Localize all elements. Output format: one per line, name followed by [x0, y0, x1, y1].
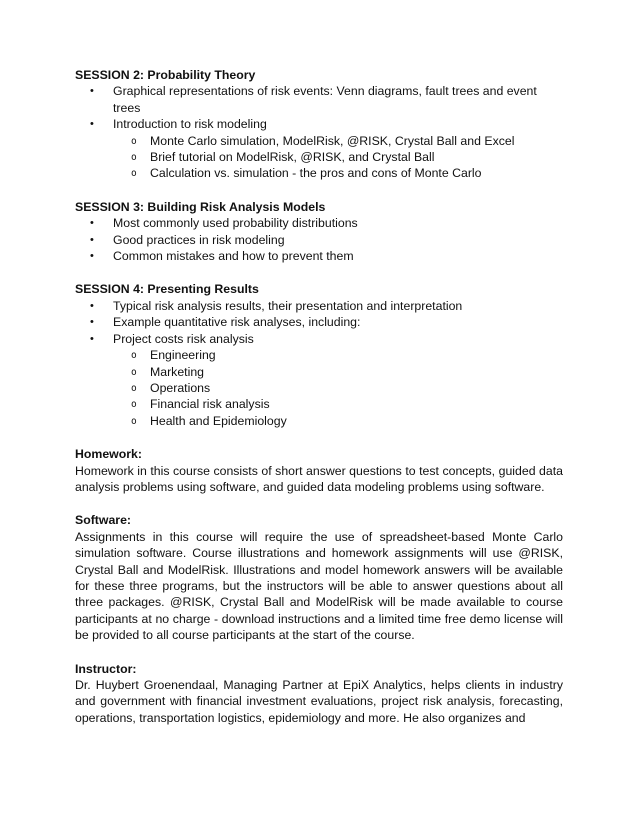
sub-bullet-icon: o	[131, 382, 137, 394]
bullet-icon: •	[90, 316, 94, 329]
list-item: • Graphical representations of risk events: Venn diagrams, fault trees and event trees	[90, 84, 537, 115]
document-page	[75, 67, 563, 726]
bullet-icon: •	[90, 217, 94, 230]
list-item: • Introduction to risk modeling	[90, 117, 267, 132]
homework-heading: Homework:	[75, 447, 142, 462]
sub-bullet-icon: o	[131, 152, 137, 164]
instructor-heading: Instructor:	[75, 661, 137, 676]
sub-list-item: o Marketing	[113, 364, 563, 380]
sub-list-item: o Monte Carlo simulation, ModelRisk, @RISK, Crystal Ball and Excel	[75, 133, 563, 149]
homework-paragraph: Homework in this course consists of short answer questions to test concepts, guided data analysis problems using software, and guided data modeling problems using software.	[75, 463, 563, 494]
software-heading: Software:	[75, 513, 132, 528]
bullet-icon: •	[90, 118, 94, 131]
list-item: • Common mistakes and how to prevent them	[90, 249, 354, 264]
bullet-icon: •	[90, 85, 94, 98]
list-item: • Project costs risk analysis o Engineering o Marketing o Operations o Financial risk analysis o Health and Epidemiology	[75, 331, 563, 429]
sub-bullet-icon: o	[131, 399, 137, 411]
bullet-icon: •	[90, 233, 94, 246]
sub-bullet-icon: o	[131, 366, 137, 378]
sub-bullet-icon: o	[131, 168, 137, 180]
list-item: • Most commonly used probability distributions	[90, 216, 358, 231]
bullet-icon: •	[90, 250, 94, 263]
sub-bullet-icon: o	[131, 415, 137, 427]
sub-list-item: o Financial risk analysis	[113, 396, 563, 412]
bullet-icon: •	[90, 299, 94, 312]
instructor-paragraph: Dr. Huybert Groenendaal, Managing Partner at EpiX Analytics, helps clients in industry and government with financial investment evaluations, project risk analysis, forecasting, operations, transportation logistics, epidemiology and more. He also organizes and	[75, 678, 563, 725]
sub-bullet-icon: o	[131, 350, 137, 362]
list-item: • Good practices in risk modeling	[90, 232, 285, 247]
session-3-heading: SESSION 3: Building Risk Analysis Models	[75, 199, 326, 214]
session-2-sublist	[75, 133, 563, 182]
session-4-list	[75, 298, 563, 429]
session-2-list	[75, 83, 563, 132]
sub-list-item: o Health and Epidemiology	[113, 413, 563, 429]
software-paragraph: Assignments in this course will require the use of spreadsheet-based Monte Carlo simulation software. Course illustrations and homework assignments will use @RISK, Crystal Ball and ModelRisk. Illustrations and model homework answers will be available for these three programs, but the instructors will be able to answer questions about all three packages. @RISK, Crystal Ball and ModelRisk will be made available to course participants at no charge - download instructions and a limited time free demo license will be provided to all course participants at the start of the course.	[75, 529, 563, 643]
sub-list-item: o Brief tutorial on ModelRisk, @RISK, and Crystal Ball	[75, 149, 563, 165]
session-4-heading: SESSION 4: Presenting Results	[75, 282, 259, 297]
sub-bullet-icon: o	[131, 135, 137, 147]
bullet-icon: •	[90, 332, 94, 345]
sub-list-item: o Operations	[113, 380, 563, 396]
session-2-heading: SESSION 2: Probability Theory	[75, 68, 256, 82]
session-4-sublist	[113, 347, 563, 429]
session-3-list	[75, 215, 563, 264]
sub-list-item: o Calculation vs. simulation - the pros and cons of Monte Carlo	[75, 165, 563, 181]
list-item: • Typical risk analysis results, their presentation and interpretation	[90, 298, 463, 313]
sub-list-item: o Engineering	[113, 347, 563, 363]
list-item: • Example quantitative risk analyses, including:	[90, 315, 361, 330]
